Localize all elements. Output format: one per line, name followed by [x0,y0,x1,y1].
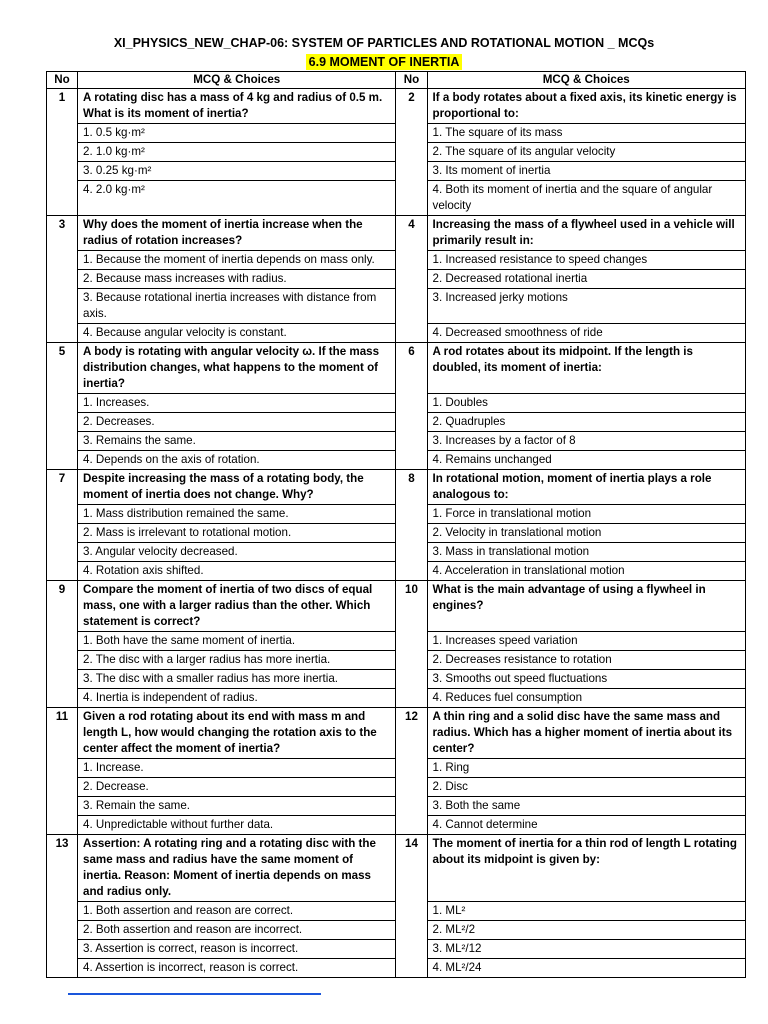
choice-option: 3. Both the same [427,797,745,816]
choice-option: 1. Force in translational motion [427,505,745,524]
section-heading: 6.9 MOMENT OF INERTIA [306,54,463,70]
choice-option: 3. Smooths out speed fluctuations [427,670,745,689]
choice-option: 4. Rotation axis shifted. [78,562,396,581]
question-number: 12 [396,708,427,835]
choice-option: 2. Decreased rotational inertia [427,270,745,289]
choice-option: 2. Disc [427,778,745,797]
choice-option: 3. Mass in translational motion [427,543,745,562]
choice-option: 2. Quadruples [427,413,745,432]
question-text: Assertion: A rotating ring and a rotating disc with the same mass and radius have the same moment of inertia. Reason: Moment of inertia depends on mass and radius only. [78,835,396,902]
choice-option: 4. Decreased smoothness of ride [427,324,745,343]
question-text: Increasing the mass of a flywheel used in a vehicle will primarily result in: [427,216,745,251]
question-text: A thin ring and a solid disc have the same mass and radius. Which has a higher moment of inertia about its center? [427,708,745,759]
choice-option: 2. Decreases. [78,413,396,432]
question-number: 7 [47,470,78,581]
choice-option: 3. The disc with a smaller radius has more inertia. [78,670,396,689]
question-row [47,708,746,759]
question-text: Compare the moment of inertia of two discs of equal mass, one with a larger radius than the other. Which statement is correct? [78,581,396,632]
question-number: 2 [396,89,427,216]
choice-option: 4. Acceleration in translational motion [427,562,745,581]
choice-option: 4. Inertia is independent of radius. [78,689,396,708]
choice-option: 2. The disc with a larger radius has more inertia. [78,651,396,670]
choice-option: 3. ML²/12 [427,940,745,959]
question-text: Despite increasing the mass of a rotating body, the moment of inertia does not change. Why? [78,470,396,505]
header-no-right: No [396,72,427,89]
choice-option: 2. Mass is irrelevant to rotational motion. [78,524,396,543]
choice-option: 4. Reduces fuel consumption [427,689,745,708]
choice-option: 1. 0.5 kg·m² [78,124,396,143]
header-no-left: No [47,72,78,89]
question-number: 11 [47,708,78,835]
choice-option: 3. Because rotational inertia increases with distance from axis. [78,289,396,324]
question-text: A rod rotates about its midpoint. If the length is doubled, its moment of inertia: [427,343,745,394]
choice-option: 2. Because mass increases with radius. [78,270,396,289]
question-row [47,835,746,902]
choice-option: 1. The square of its mass [427,124,745,143]
choice-option: 3. 0.25 kg·m² [78,162,396,181]
choice-option: 1. Both have the same moment of inertia. [78,632,396,651]
choice-option: 4. ML²/24 [427,959,745,978]
question-number: 6 [396,343,427,470]
page-title: XI_PHYSICS_NEW_CHAP-06: SYSTEM OF PARTICLES AND ROTATIONAL MOTION _ MCQs [113,36,655,50]
question-text: In rotational motion, moment of inertia plays a role analogous to: [427,470,745,505]
choice-option: 3. Increased jerky motions [427,289,745,324]
question-text: A body is rotating with angular velocity ω. If the mass distribution changes, what happens to the moment of inertia? [78,343,396,394]
choice-option: 4. Remains unchanged [427,451,745,470]
choice-option: 1. Because the moment of inertia depends on mass only. [78,251,396,270]
mcq-table-body [47,89,746,978]
mcq-table [46,71,746,978]
choice-option: 3. Its moment of inertia [427,162,745,181]
question-row [47,581,746,632]
choice-option: 1. Increases speed variation [427,632,745,651]
choice-option: 1. Mass distribution remained the same. [78,505,396,524]
choice-option: 3. Assertion is correct, reason is incorrect. [78,940,396,959]
header-mcq-left: MCQ & Choices [78,72,396,89]
choice-option: 4. Cannot determine [427,816,745,835]
footer-rule [68,993,321,995]
choice-option: 2. 1.0 kg·m² [78,143,396,162]
choice-option: 2. Decreases resistance to rotation [427,651,745,670]
question-number: 10 [396,581,427,708]
choice-option: 4. Both its moment of inertia and the square of angular velocity [427,181,745,216]
question-text: If a body rotates about a fixed axis, its kinetic energy is proportional to: [427,89,745,124]
choice-option: 2. ML²/2 [427,921,745,940]
question-row [47,343,746,394]
choice-option: 1. Both assertion and reason are correct. [78,902,396,921]
choice-option: 2. Decrease. [78,778,396,797]
question-number: 8 [396,470,427,581]
choice-option: 4. Unpredictable without further data. [78,816,396,835]
choice-option: 2. Both assertion and reason are incorrect. [78,921,396,940]
question-number: 5 [47,343,78,470]
question-number: 3 [47,216,78,343]
question-number: 1 [47,89,78,216]
choice-option: 1. Increase. [78,759,396,778]
choice-option: 4. Assertion is incorrect, reason is correct. [78,959,396,978]
choice-option: 1. Increased resistance to speed changes [427,251,745,270]
choice-option: 2. The square of its angular velocity [427,143,745,162]
choice-option: 1. Increases. [78,394,396,413]
question-text: Why does the moment of inertia increase when the radius of rotation increases? [78,216,396,251]
question-number: 13 [47,835,78,978]
choice-option: 4. Depends on the axis of rotation. [78,451,396,470]
choice-option: 3. Angular velocity decreased. [78,543,396,562]
question-number: 4 [396,216,427,343]
choice-option: 1. Ring [427,759,745,778]
question-text: The moment of inertia for a thin rod of length L rotating about its midpoint is given by: [427,835,745,902]
question-number: 9 [47,581,78,708]
choice-option: 2. Velocity in translational motion [427,524,745,543]
question-number: 14 [396,835,427,978]
question-text: A rotating disc has a mass of 4 kg and radius of 0.5 m. What is its moment of inertia? [78,89,396,124]
choice-option: 1. ML² [427,902,745,921]
choice-option: 4. 2.0 kg·m² [78,181,396,216]
choice-option: 3. Increases by a factor of 8 [427,432,745,451]
choice-option: 3. Remain the same. [78,797,396,816]
question-text: Given a rod rotating about its end with mass m and length L, how would changing the rotation axis to the center affect the moment of inertia? [78,708,396,759]
section-heading-wrap [0,53,768,71]
header-mcq-right: MCQ & Choices [427,72,745,89]
choice-option: 4. Because angular velocity is constant. [78,324,396,343]
choice-option: 1. Doubles [427,394,745,413]
choice-option: 3. Remains the same. [78,432,396,451]
question-text: What is the main advantage of using a flywheel in engines? [427,581,745,632]
table-header-row [47,72,746,89]
question-row [47,216,746,251]
question-row [47,470,746,505]
question-row [47,89,746,124]
